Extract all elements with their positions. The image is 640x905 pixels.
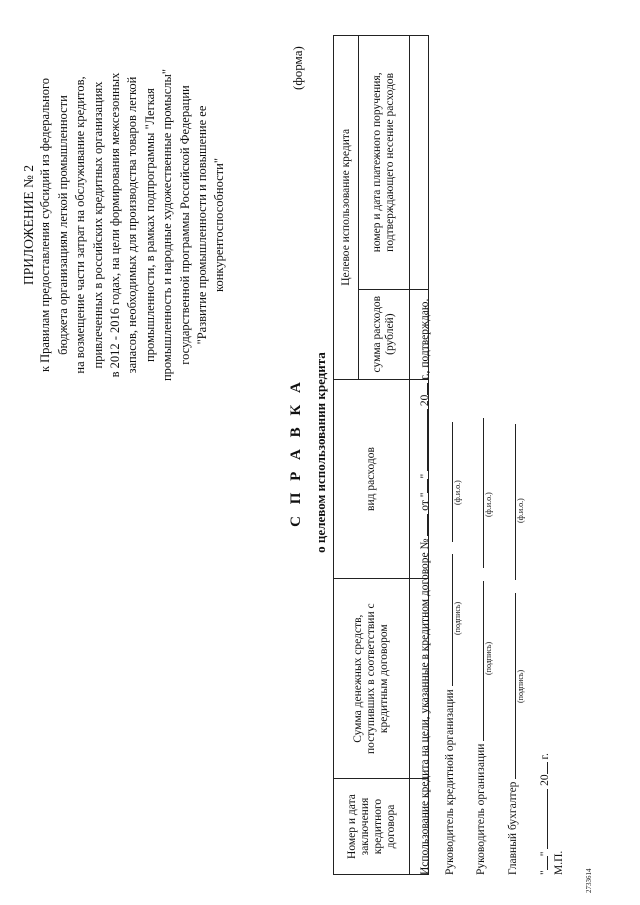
document-code: 2733614: [585, 868, 593, 893]
appendix-line: к Правилам предоставления субсидий из федерального: [38, 77, 53, 373]
quote-mark: ": [419, 492, 431, 498]
appendix-line: государственной программы Российской Федерации: [177, 85, 192, 365]
chief-accountant-signature-field[interactable]: [503, 593, 516, 779]
quote-mark: ": [419, 473, 431, 479]
org-head-name-field[interactable]: [471, 418, 484, 568]
org-head-signature-field[interactable]: [471, 581, 484, 741]
appendix-block: [20, 45, 229, 405]
appendix-line: в 2012 - 2016 годах, на цели формирования межсезонных: [108, 72, 123, 378]
statement-from: от: [419, 500, 431, 511]
col-contract-header: Номер и дата заключения кредитного договора: [334, 779, 410, 875]
statement-text: Использование кредита на цели, указанные в кредитном договоре №: [419, 538, 431, 875]
signature-caption: (подпись): [516, 669, 525, 703]
appendix-line: "Развитие промышленности и повышение ее: [195, 105, 210, 345]
date-suffix: г.: [539, 753, 551, 760]
document-subtitle: о целевом использовании кредита: [313, 352, 328, 553]
day-field[interactable]: [415, 479, 428, 493]
appendix-line: на возмещение части затрат на обслуживание кредитов,: [73, 76, 88, 374]
chief-accountant-name-field[interactable]: [503, 424, 516, 580]
name-caption: (ф.и.о.): [516, 498, 525, 523]
quote-mark: ": [539, 870, 551, 875]
chief-accountant-line: [503, 424, 519, 875]
name-caption: (ф.и.о.): [484, 492, 493, 517]
signature-caption: (подпись): [484, 641, 493, 675]
table-cell: [410, 36, 429, 290]
chief-accountant-label: Главный бухгалтер: [507, 781, 519, 875]
statement-confirm: г., подтверждаю.: [419, 298, 431, 380]
col-expense-type-header: вид расходов: [334, 379, 410, 579]
date-day-field[interactable]: [535, 856, 548, 870]
bank-head-label: Руководитель кредитной организации: [444, 689, 456, 875]
appendix-line: промышленность и народные художественные промыслы": [160, 69, 175, 382]
name-caption: (ф.и.о.): [453, 480, 462, 505]
date-year-prefix: 20: [539, 774, 551, 786]
appendix-line: запасов, необходимых для производства товаров легкой: [125, 76, 140, 374]
bank-head-name-field[interactable]: [440, 422, 453, 542]
forma-label: (форма): [290, 46, 305, 90]
appendix-heading: ПРИЛОЖЕНИЕ № 2: [21, 164, 36, 286]
col-sum-header: сумма расходов (рублей): [359, 289, 410, 379]
document-title: С П Р А В К А: [288, 378, 304, 527]
quote-mark: ": [539, 851, 551, 857]
date-month-field[interactable]: [535, 789, 548, 849]
appendix-line: конкурентоспособности": [212, 158, 227, 292]
year-field[interactable]: [415, 383, 428, 395]
signature-caption: (подпись): [453, 601, 462, 635]
appendix-line: бюджета организациям легкой промышленности: [55, 95, 70, 355]
bank-head-signature-field[interactable]: [440, 554, 453, 686]
month-field[interactable]: [415, 409, 428, 471]
col-amount-header: Сумма денежных средств, поступивших в соответствии с кредитным договором: [334, 579, 410, 779]
date-line: [535, 753, 551, 875]
statement-line: [415, 299, 431, 875]
date-year-field[interactable]: [535, 762, 548, 774]
appendix-line: привлеченных в российских кредитных организациях: [90, 81, 105, 369]
org-head-label: Руководитель организации: [475, 743, 487, 875]
appendix-line: промышленности, в рамках подпрограммы "Легкая: [142, 88, 157, 362]
col-target-group-header: Целевое использование кредита: [334, 36, 359, 380]
year-prefix: 20: [419, 394, 431, 407]
seal-label: М.П.: [553, 850, 565, 875]
col-payment-header: номер и дата платежного поручения, подтверждающего несение расходов: [359, 36, 410, 290]
contract-number-field[interactable]: [415, 514, 428, 536]
